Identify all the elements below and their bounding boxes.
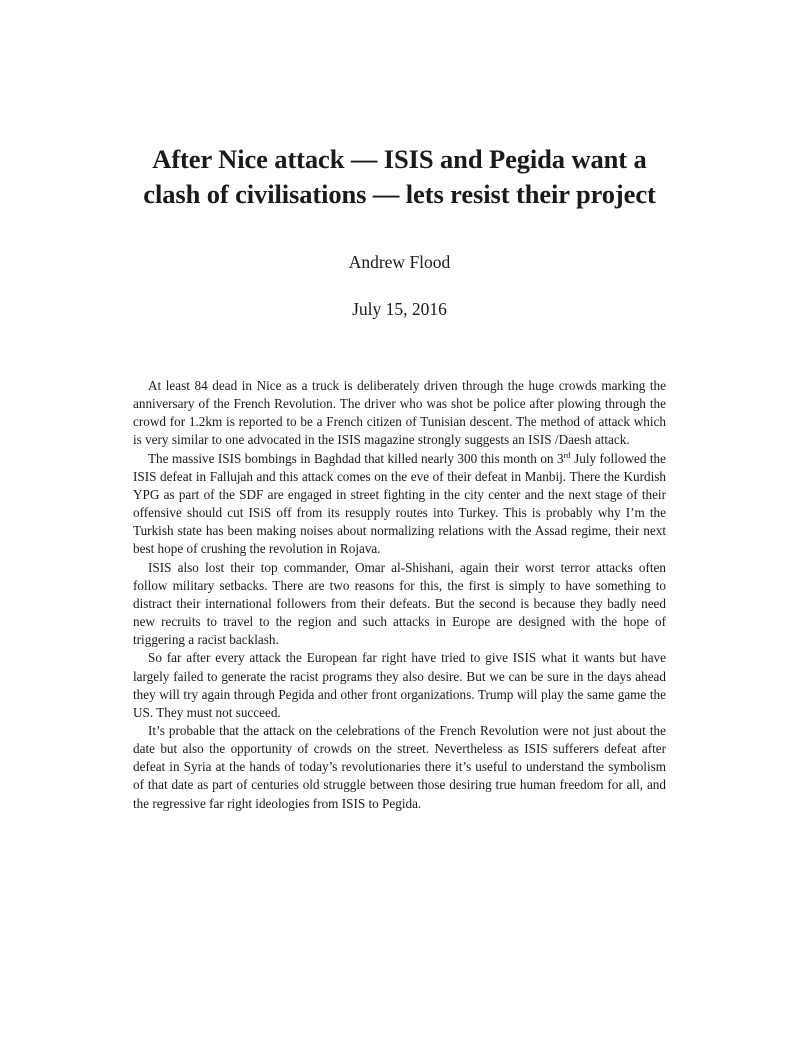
paragraph-1: At least 84 dead in Nice as a truck is deliberately driven through the huge crowds marking the anniversary of the French Revolution. The driver who was shot be police after plowing through the crowd for 1.2km is reported to be a French citizen of Tunisian descent. The method of attack which is very similar to one advocated in the ISIS magazine strongly suggests an ISIS /Daesh attack. bbox=[133, 378, 666, 448]
page-title bbox=[60, 142, 739, 212]
title-line-2: clash of civilisations — lets resist their project bbox=[143, 179, 656, 209]
paragraph-4: So far after every attack the European far right have tried to give ISIS what it wants but have largely failed to generate the racist programs they also desire. But we can be sure in the days ahead they will try again through Pegida and other front organizations. Trump will play the same game the US. They must not succeed. bbox=[133, 650, 666, 720]
paragraph-2-text-end: July followed the ISIS defeat in Fallujah and this attack comes on the eve of their defeat in Manbij. There the Kurdish YPG as part of the SDF are engaged in street fighting in the city center and the next stage of their offensive should cut ISiS off from its resupply routes into Turkey. This is probably why I’m the Turkish state has been making noises about normalizing relations with the Assad regime, their next best hope of crushing the revolution in Rojava. bbox=[133, 450, 666, 557]
paragraph-2-text-start: The massive ISIS bombings in Baghdad that killed nearly 300 this month on 3 bbox=[148, 450, 564, 466]
paragraph-2 bbox=[133, 450, 666, 559]
title-line-1: After Nice attack — ISIS and Pegida want a bbox=[152, 144, 647, 174]
ordinal-superscript: rd bbox=[563, 449, 571, 460]
publication-date: July 15, 2016 bbox=[352, 299, 447, 319]
article-body bbox=[133, 377, 666, 813]
paragraph-5: It’s probable that the attack on the celebrations of the French Revolution were not just about the date but also the opportunity of crowds on the street. Nevertheless as ISIS sufferers defeat after defeat in Syria at the hands of today’s revolutionaries there it’s useful to understand the symbolism of that date as part of centuries old struggle between those desiring true human freedom for all, and the regressive far right ideologies from ISIS to Pegida. bbox=[133, 722, 666, 811]
author-name: Andrew Flood bbox=[348, 252, 451, 272]
paragraph-3: ISIS also lost their top commander, Omar al-Shishani, again their worst terror attacks often follow military setbacks. There are two reasons for this, the first is simply to have something to distract their international followers from their defeats. But the second is because they badly need new recruits to travel to the region and such attacks in Europe are designed with the hope of triggering a racist backlash. bbox=[133, 559, 666, 648]
